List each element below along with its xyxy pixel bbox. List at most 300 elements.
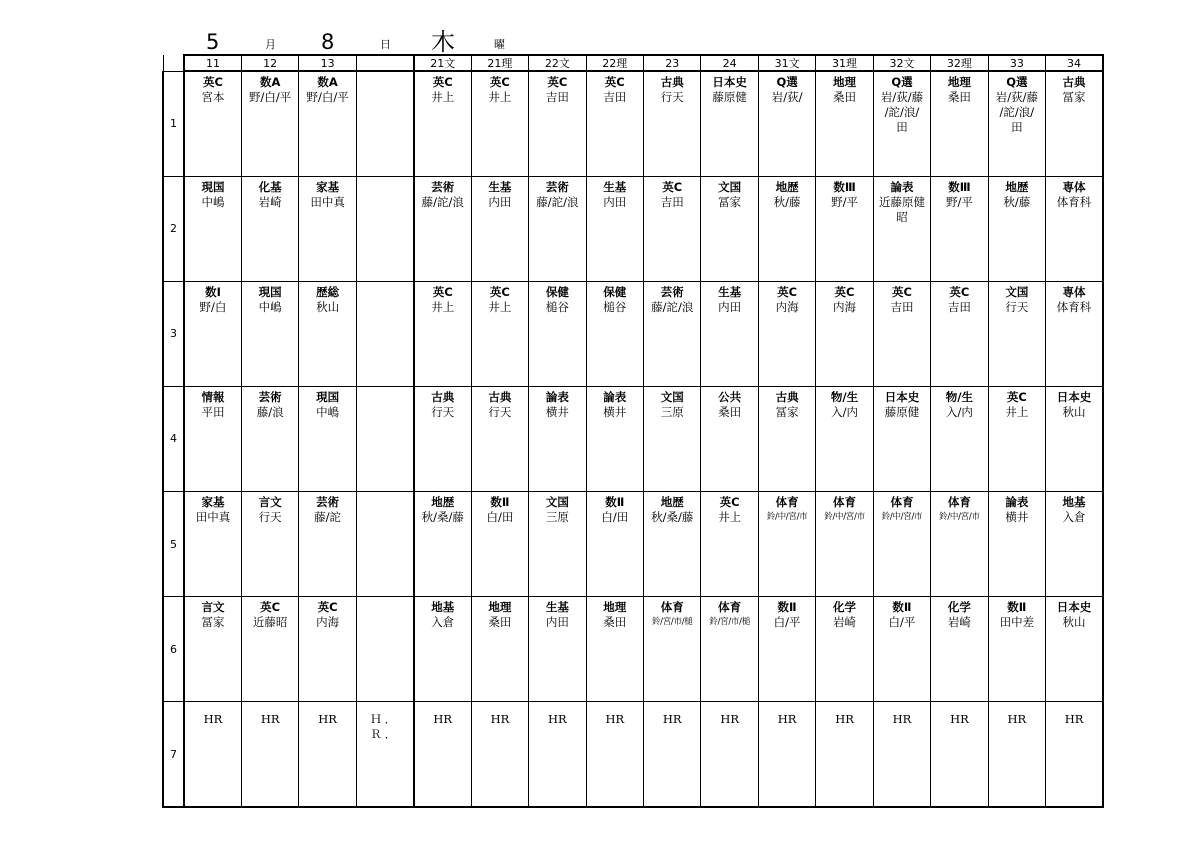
teacher-names: 吉田 (660, 194, 684, 209)
teacher-names: 井上 (718, 510, 742, 525)
timetable-cell (529, 71, 586, 176)
timetable-cell (931, 702, 988, 807)
teacher-names: 岩/荻/ (771, 90, 803, 104)
timetable-cell (414, 71, 471, 176)
teacher-names: 秋/藤 (773, 194, 801, 209)
subject-name: Q選 (891, 75, 913, 89)
timetable-cell (241, 597, 298, 702)
teacher-names: 槌谷 (545, 299, 569, 314)
teacher-names: 桑田 (947, 90, 971, 104)
period-number: 4 (163, 386, 184, 491)
teacher-names: 中嶋 (258, 299, 282, 314)
timetable-cell (299, 492, 356, 597)
class-header: 12 (241, 55, 298, 71)
teacher-names: 藤/浪 (256, 404, 284, 419)
teacher-names: 岩/荻/藤 /詑/浪/ 田 (995, 90, 1038, 134)
class-header: 32文 (873, 55, 930, 71)
class-header: 23 (644, 55, 701, 71)
subject-name: 英C (777, 284, 798, 299)
subject-name: 専体 (1062, 179, 1086, 194)
teacher-names: 井上 (1005, 404, 1029, 419)
period-row (163, 492, 1103, 597)
subject-name: 文国 (660, 389, 684, 404)
timetable-cell (1046, 702, 1103, 807)
teacher-names: 野/平 (945, 194, 973, 209)
teacher-names: 藤原健 (712, 90, 747, 104)
subject-name: 現国 (258, 284, 282, 299)
homeroom-label: HR (1064, 712, 1084, 727)
timetable-cell (356, 702, 413, 807)
subject-name: 地歴 (1005, 179, 1029, 194)
teacher-names: 野/白 (199, 299, 227, 314)
class-header: 32理 (931, 55, 988, 71)
teacher-names: 岩/荻/藤 /詑/浪/ 田 (880, 90, 924, 134)
timetable-cell (241, 386, 298, 491)
timetable-cell (299, 176, 356, 281)
timetable-cell (988, 386, 1045, 491)
timetable-cell (356, 492, 413, 597)
timetable-cell (1046, 386, 1103, 491)
teacher-names: 入倉 (431, 615, 455, 630)
timetable-cell (241, 702, 298, 807)
homeroom-label: HR (892, 712, 912, 727)
homeroom-label: HR (548, 712, 567, 727)
subject-name: 数Ⅰ (205, 284, 221, 299)
timetable-cell (988, 281, 1045, 386)
timetable-cell (931, 176, 988, 281)
timetable-cell (184, 176, 241, 281)
timetable-cell (356, 176, 413, 281)
teacher-names: 鈴/中/宮/市 (766, 512, 808, 523)
timetable-cell (529, 281, 586, 386)
subject-name: 専体 (1062, 284, 1086, 299)
subject-name: 論表 (890, 179, 914, 194)
timetable-cell (644, 597, 701, 702)
subject-name: 公共 (718, 389, 742, 404)
subject-name: 英C (260, 600, 281, 615)
timetable-cell (931, 597, 988, 702)
subject-name: 言文 (201, 600, 225, 615)
teacher-names: 冨家 (201, 615, 225, 630)
teacher-names: 冨家 (718, 194, 742, 209)
subject-name: 体育 (833, 495, 857, 510)
subject-name: 生基 (488, 179, 512, 194)
timetable-cell (184, 386, 241, 491)
subject-name: 英C (1006, 389, 1027, 404)
teacher-names: 桑田 (603, 615, 627, 630)
teacher-names: 宮本 (201, 90, 225, 104)
subject-name: 古典 (431, 389, 455, 404)
homeroom-label: HR (203, 712, 223, 727)
timetable-cell (471, 597, 528, 702)
subject-name: Q選 (776, 75, 798, 89)
teacher-names: 野/白/平 (306, 90, 349, 104)
teacher-names: 内田 (545, 615, 569, 630)
timetable-cell (816, 492, 873, 597)
teacher-names: 岩崎 (258, 194, 282, 209)
teacher-names: 入/内 (831, 404, 858, 419)
timetable-cell (1046, 281, 1103, 386)
timetable-cell (529, 597, 586, 702)
homeroom-label: HR (720, 712, 739, 727)
homeroom-label: HR (950, 712, 969, 727)
teacher-names: 中嶋 (201, 194, 225, 209)
timetable-cell (586, 386, 643, 491)
teacher-names: 井上 (431, 90, 455, 104)
teacher-names: 横井 (545, 404, 569, 419)
teacher-names: 体育科 (1056, 299, 1092, 314)
homeroom-label: HR (260, 712, 280, 727)
subject-name: 英C (547, 75, 568, 89)
period-row (163, 597, 1103, 702)
subject-name: 英C (662, 179, 683, 194)
timetable-cell (184, 492, 241, 597)
class-header (356, 55, 413, 71)
teacher-names: 体育科 (1056, 194, 1092, 209)
timetable-cell (873, 71, 930, 176)
timetable-cell (414, 386, 471, 491)
teacher-names: 井上 (488, 90, 512, 104)
teacher-names: 内海 (775, 299, 799, 314)
subject-name: 保健 (603, 284, 627, 299)
subject-name: 数Ⅱ (1007, 600, 1027, 615)
timetable-cell (644, 176, 701, 281)
teacher-names: 行天 (660, 90, 684, 104)
timetable-cell (873, 176, 930, 281)
timetable-cell (414, 702, 471, 807)
teacher-names: 秋/藤 (1003, 194, 1031, 209)
subject-name: 家基 (201, 495, 225, 510)
period-number: 5 (163, 492, 184, 597)
teacher-names: 平田 (201, 404, 225, 419)
subject-name: 英C (432, 284, 453, 299)
subject-name: 論表 (545, 389, 569, 404)
teacher-names: 内田 (603, 194, 627, 209)
subject-name: 論表 (1005, 495, 1029, 510)
timetable-cell (931, 71, 988, 176)
teacher-names: 鈴/中/宮/市 (939, 512, 980, 523)
teacher-names: 内田 (488, 194, 512, 209)
timetable-cell (758, 702, 815, 807)
class-header: 31文 (758, 55, 815, 71)
class-header: 34 (1046, 55, 1103, 71)
subject-name: 論表 (603, 389, 627, 404)
class-header-row (163, 55, 1103, 71)
teacher-names: 近藤昭 (252, 615, 288, 630)
timetable-cell (701, 176, 758, 281)
subject-name: 数A (259, 75, 281, 89)
weekday-value: 木 (431, 28, 455, 56)
timetable-cell (529, 492, 586, 597)
timetable-cell (471, 492, 528, 597)
timetable-cell (1046, 176, 1103, 281)
period-row (163, 281, 1103, 386)
teacher-names: 秋山 (1062, 404, 1086, 419)
timetable-cell (184, 71, 241, 176)
subject-name: 日本史 (884, 389, 920, 404)
subject-name: 数Ⅲ (948, 179, 971, 194)
homeroom-label: HR (490, 712, 510, 727)
timetable-cell (1046, 492, 1103, 597)
timetable-cell (356, 281, 413, 386)
day-unit: 日 (380, 38, 391, 51)
class-header: 22文 (529, 55, 586, 71)
timetable-cell (241, 176, 298, 281)
teacher-names: 吉田 (545, 90, 569, 104)
subject-name: 古典 (488, 389, 512, 404)
teacher-names: 野/平 (831, 194, 858, 209)
period-number: 6 (163, 597, 184, 702)
subject-name: 歴総 (316, 284, 340, 299)
subject-name: 家基 (316, 179, 340, 194)
timetable-cell (988, 176, 1045, 281)
teacher-names: 岩崎 (947, 615, 971, 630)
teacher-names: 岩崎 (833, 615, 857, 630)
timetable-cell (988, 702, 1045, 807)
timetable-cell (816, 702, 873, 807)
timetable-cell (701, 702, 758, 807)
subject-name: 地理 (603, 600, 627, 615)
subject-name: 英C (489, 284, 510, 299)
timetable-cell (414, 176, 471, 281)
homeroom-label: HR (777, 712, 797, 727)
teacher-names: 桑田 (833, 90, 857, 104)
teacher-names: 秋/桑/藤 (651, 510, 694, 525)
timetable-cell (414, 281, 471, 386)
timetable-cell (356, 597, 413, 702)
teacher-names: 田中差 (999, 615, 1035, 630)
subject-name: 体育 (890, 495, 914, 510)
timetable-cell (299, 386, 356, 491)
timetable-cell (644, 386, 701, 491)
subject-name: 日本史 (712, 75, 747, 89)
subject-name: 芸術 (545, 179, 569, 194)
subject-name: 英C (432, 75, 453, 89)
timetable-cell (816, 176, 873, 281)
timetable-cell (701, 386, 758, 491)
day-value: 8 (321, 30, 335, 54)
timetable-cell (758, 492, 815, 597)
timetable-cell (873, 597, 930, 702)
timetable (162, 54, 1104, 808)
subject-name: 古典 (1062, 75, 1086, 89)
teacher-names: 行天 (488, 404, 512, 419)
timetable-cell (241, 281, 298, 386)
timetable-cell (758, 281, 815, 386)
timetable-cell (356, 386, 413, 491)
timetable-cell (873, 386, 930, 491)
timetable-cell (873, 702, 930, 807)
timetable-cell (586, 71, 643, 176)
subject-name: 英C (719, 495, 740, 510)
class-header: 24 (701, 55, 758, 71)
teacher-names: 井上 (488, 299, 512, 314)
teacher-names: 内海 (316, 615, 340, 630)
timetable-cell (471, 386, 528, 491)
teacher-names: 田中真 (310, 194, 345, 209)
month-unit: 月 (265, 38, 276, 51)
subject-name: 日本史 (1056, 389, 1092, 404)
teacher-names: 藤/詑 (314, 510, 342, 525)
timetable-cell (931, 281, 988, 386)
teacher-names: 中嶋 (316, 404, 340, 419)
teacher-names: 三原 (545, 510, 569, 525)
subject-name: 地基 (1062, 495, 1086, 510)
teacher-names: 白/平 (888, 615, 916, 630)
timetable-cell (758, 71, 815, 176)
teacher-names: 内田 (718, 299, 742, 314)
timetable-cell (184, 281, 241, 386)
timetable-cell (988, 492, 1045, 597)
timetable-cell (816, 386, 873, 491)
timetable-cell (529, 386, 586, 491)
teacher-names: 藤/詑/浪 (536, 194, 579, 209)
subject-name: 地理 (833, 75, 857, 89)
timetable-cell (471, 176, 528, 281)
teacher-names: 藤/詑/浪 (421, 194, 464, 209)
subject-name: 体育 (775, 495, 799, 510)
subject-name: 古典 (660, 75, 684, 89)
timetable-cell (931, 386, 988, 491)
teacher-names: 吉田 (603, 90, 627, 104)
timetable-cell (299, 702, 356, 807)
timetable-cell (529, 702, 586, 807)
timetable-cell (1046, 597, 1103, 702)
teacher-names: 秋山 (1062, 615, 1086, 630)
teacher-names: 近藤原健 昭 (878, 194, 925, 224)
subject-name: 情報 (201, 389, 225, 404)
subject-name: 地理 (947, 75, 971, 89)
subject-name: 地歴 (660, 495, 684, 510)
timetable-cell (644, 702, 701, 807)
period-row (163, 386, 1103, 491)
subject-name: 化学 (947, 600, 971, 615)
class-header: 33 (988, 55, 1045, 71)
subject-name: 数Ⅱ (490, 495, 510, 510)
period-row (163, 71, 1103, 176)
timetable-cell (241, 492, 298, 597)
subject-name: 文国 (1005, 284, 1029, 299)
timetable-cell (299, 71, 356, 176)
homeroom-label: HR (433, 712, 453, 727)
teacher-names: 井上 (431, 299, 455, 314)
teacher-names: 野/白/平 (249, 90, 292, 104)
subject-name: 数A (317, 75, 338, 89)
class-header: 13 (299, 55, 356, 71)
class-header: 21文 (414, 55, 471, 71)
teacher-names: 内海 (833, 299, 857, 314)
subject-name: 英C (949, 284, 970, 299)
homeroom-label: HR (835, 712, 854, 727)
homeroom-label: HR (1007, 712, 1027, 727)
subject-name: 日本史 (1056, 600, 1092, 615)
subject-name: 数Ⅲ (833, 179, 856, 194)
subject-name: 地理 (488, 600, 512, 615)
class-header: 22理 (586, 55, 643, 71)
homeroom-label: Ｈ．Ｒ． (370, 712, 400, 742)
timetable-cell (644, 71, 701, 176)
period-number: 3 (163, 281, 184, 386)
subject-name: 芸術 (316, 495, 340, 510)
subject-name: 化基 (258, 179, 282, 194)
weekday-unit: 曜 (494, 38, 505, 51)
subject-name: 英C (202, 75, 223, 89)
subject-name: 地基 (431, 600, 455, 615)
teacher-names: 鈴/中/宮/市 (881, 512, 923, 523)
subject-name: 数Ⅱ (892, 600, 912, 615)
corner-cell (163, 55, 184, 71)
subject-name: 文国 (545, 495, 569, 510)
subject-name: 物/生 (830, 389, 859, 404)
timetable-cell (931, 492, 988, 597)
period-row (163, 702, 1103, 807)
teacher-names: 吉田 (947, 299, 971, 314)
class-header: 31理 (816, 55, 873, 71)
timetable-cell (586, 597, 643, 702)
subject-name: 体育 (660, 600, 684, 615)
teacher-names: 吉田 (890, 299, 914, 314)
teacher-names: 行天 (258, 510, 282, 525)
timetable-cell (758, 176, 815, 281)
timetable-cell (241, 71, 298, 176)
teacher-names: 行天 (431, 404, 455, 419)
teacher-names: 鈴/中/宮/市 (824, 512, 865, 523)
subject-name: 生基 (718, 284, 742, 299)
timetable-cell (644, 281, 701, 386)
teacher-names: 白/田 (601, 510, 629, 525)
teacher-names: 横井 (603, 404, 627, 419)
timetable-cell (701, 281, 758, 386)
subject-name: 英C (489, 75, 510, 89)
subject-name: 数Ⅱ (605, 495, 625, 510)
timetable-cell (414, 492, 471, 597)
subject-name: 体育 (947, 495, 971, 510)
subject-name: 体育 (718, 600, 742, 615)
timetable-cell (701, 492, 758, 597)
subject-name: 数Ⅱ (777, 600, 797, 615)
class-header: 11 (184, 55, 241, 71)
timetable-cell (758, 386, 815, 491)
period-row (163, 176, 1103, 281)
teacher-names: 冨家 (1062, 90, 1086, 104)
teacher-names: 白/平 (773, 615, 801, 630)
subject-name: 現国 (201, 179, 225, 194)
subject-name: 生基 (545, 600, 569, 615)
period-number: 7 (163, 702, 184, 807)
homeroom-label: HR (605, 712, 625, 727)
subject-name: 言文 (258, 495, 282, 510)
homeroom-label: HR (318, 712, 337, 727)
timetable-cell (356, 71, 413, 176)
teacher-names: 三原 (660, 404, 684, 419)
subject-name: 現国 (316, 389, 340, 404)
timetable-cell (758, 597, 815, 702)
subject-name: 地歴 (431, 495, 455, 510)
subject-name: 地歴 (775, 179, 799, 194)
teacher-names: 鈴/宮/市/槌 (651, 617, 693, 628)
subject-name: 保健 (545, 284, 569, 299)
timetable-cell (988, 597, 1045, 702)
timetable-cell (701, 597, 758, 702)
teacher-names: 桑田 (488, 615, 512, 630)
teacher-names: 秋山 (316, 299, 340, 314)
timetable-cell (184, 597, 241, 702)
timetable-cell (471, 71, 528, 176)
timetable-cell (586, 702, 643, 807)
timetable-cell (586, 176, 643, 281)
timetable-cell (988, 71, 1045, 176)
timetable-cell (529, 176, 586, 281)
